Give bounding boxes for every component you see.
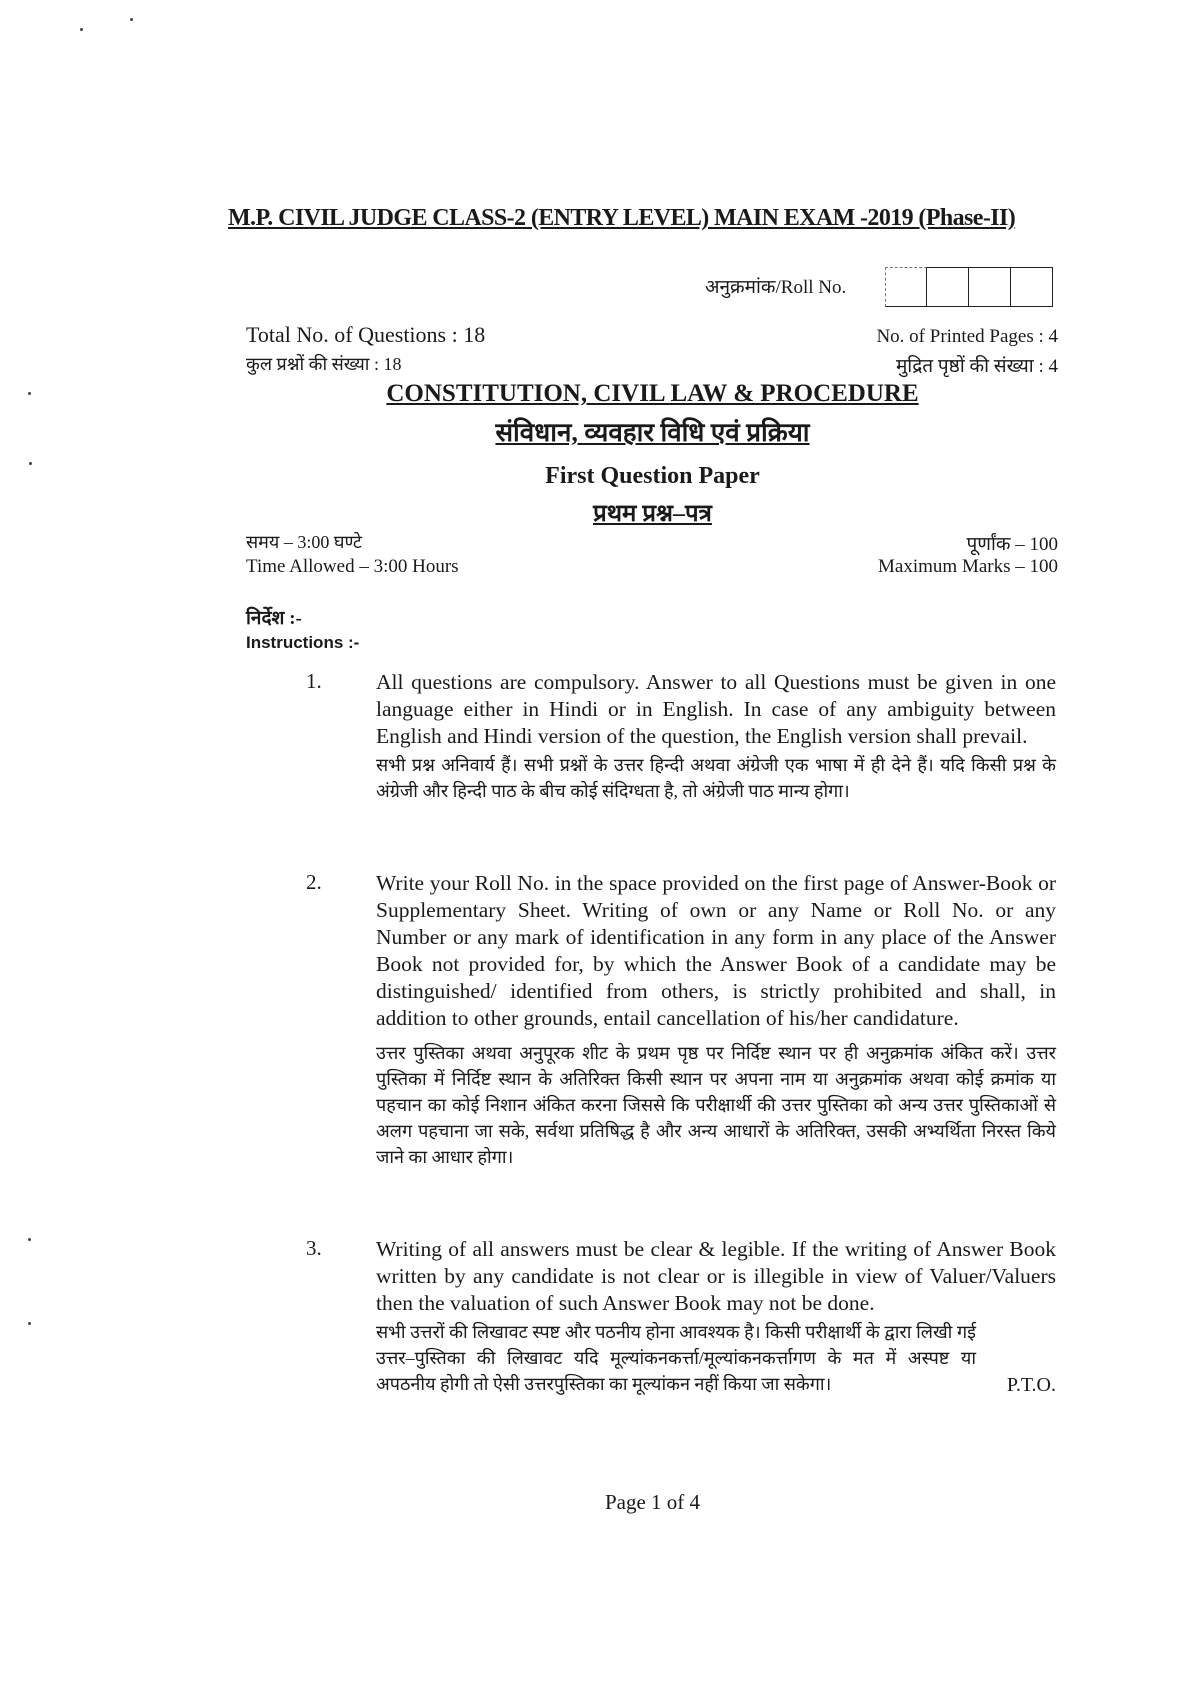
paper-title-en: First Question Paper: [545, 463, 760, 489]
max-marks-en: Maximum Marks – 100: [878, 556, 1058, 577]
instruction-text-en: All questions are compulsory. Answer to all Questions must be given in one language either in Hindi or in English. In case of any ambiguity between English and Hindi version of the question, the English version shall prevail.: [376, 670, 1056, 748]
time-allowed-hi: समय – 3:00 घण्टे: [246, 532, 362, 552]
instruction-number: 1.: [306, 669, 322, 693]
max-marks-hi: पूर्णांक – 100: [966, 534, 1058, 555]
instruction-number: 3.: [306, 1236, 322, 1260]
instruction-text-hi: उत्तर पुस्तिका अथवा अनुपूरक शीट के प्रथम पृष्ठ पर निर्दिष्ट स्थान पर ही अनुक्रमांक अंकित करें। उत्तर पुस्तिका में निर्दिष्ट स्थान के अतिरिक्त किसी स्थान पर अपना नाम या अनुक्रमांक अथवा कोई क्रमांक या पहचान का कोई निशान अंकित करना जिससे कि परीक्षार्थी की उत्तर पुस्तिका को अन्य उत्तर पुस्तिकाओं से अलग पहचाना जा सके, सर्वथा प्रतिषिद्ध है और अन्य आधारों के अतिरिक्त, उसकी अभ्यर्थिता निरस्त किये जाने का आधार होगा।: [376, 1043, 1056, 1167]
page-number: Page 1 of 4: [604, 1490, 701, 1514]
scan-speck: [130, 18, 133, 21]
scan-speck: [28, 1322, 31, 1325]
pto-label: P.T.O.: [1006, 1374, 1056, 1396]
roll-number-box[interactable]: [969, 267, 1011, 307]
subject-title-en: CONSTITUTION, CIVIL LAW & PROCEDURE: [386, 380, 919, 407]
scan-speck: [28, 1238, 31, 1241]
instruction-item: [306, 669, 1056, 804]
roll-number-label: अनुक्रमांक/Roll No.: [705, 277, 847, 298]
roll-number-box[interactable]: [1011, 267, 1053, 307]
total-questions-hi: कुल प्रश्नों की संख्या : 18: [246, 354, 402, 374]
instruction-text-hi: सभी उत्तरों की लिखावट स्पष्ट और पठनीय होना आवश्यक है। किसी परीक्षार्थी के द्वारा लिखी गई उत्तर–पुस्तिका की लिखावट यदि मूल्यांकनकर्त्ता/मूल्यांकनकर्त्तागण के मत में अस्पष्ट या अपठनीय होगी तो ऐसी उत्तरपुस्तिका का मूल्यांकन नहीं किया जा सकेगा।: [376, 1322, 976, 1394]
paper-title-hi: प्रथम प्रश्न–पत्र: [593, 501, 712, 527]
instruction-number: 2.: [306, 870, 322, 894]
time-allowed-en: Time Allowed – 3:00 Hours: [246, 556, 459, 577]
instruction-item: [306, 1236, 1056, 1397]
scan-speck: [80, 28, 83, 31]
instructions-heading-en: Instructions :-: [246, 633, 360, 652]
roll-number-box[interactable]: [885, 267, 927, 307]
total-questions-en: Total No. of Questions : 18: [246, 322, 486, 347]
instructions-heading-hi: निर्देश :-: [246, 608, 302, 629]
instruction-text-en: Write your Roll No. in the space provided on the first page of Answer-Book or Supplementary Sheet. Writing of own or any Name or Roll No. or any Number or any mark of identification in any form in any place of the Answer Book not provided for, by which the Answer Book of a candidate may be distinguished/ identified from others, is strictly prohibited and shall, in addition to other grounds, entail cancellation of his/her candidature.: [376, 871, 1056, 1030]
exam-title: M.P. CIVIL JUDGE CLASS-2 (ENTRY LEVEL) MAIN EXAM -2019 (Phase-II): [228, 205, 1016, 231]
printed-pages-en: No. of Printed Pages : 4: [876, 326, 1058, 347]
roll-number-boxes[interactable]: [885, 267, 1053, 307]
printed-pages-hi: मुद्रित पृष्ठों की संख्या : 4: [895, 356, 1058, 377]
roll-number-box[interactable]: [927, 267, 969, 307]
instruction-text-hi: सभी प्रश्न अनिवार्य हैं। सभी प्रश्नों के उत्तर हिन्दी अथवा अंग्रेजी एक भाषा में ही देने हैं। यदि किसी प्रश्न के अंग्रेजी और हिन्दी पाठ के बीच कोई संदिग्धता है, तो अंग्रेजी पाठ मान्य होगा।: [376, 755, 1056, 801]
instruction-text-en: Writing of all answers must be clear & legible. If the writing of Answer Book written by any candidate is not clear or is illegible in view of Valuer/Valuers then the valuation of such Answer Book may not be done.: [376, 1237, 1056, 1315]
instruction-item: [306, 870, 1056, 1170]
subject-title-hi: संविधान, व्यवहार विधि एवं प्रक्रिया: [495, 418, 810, 447]
